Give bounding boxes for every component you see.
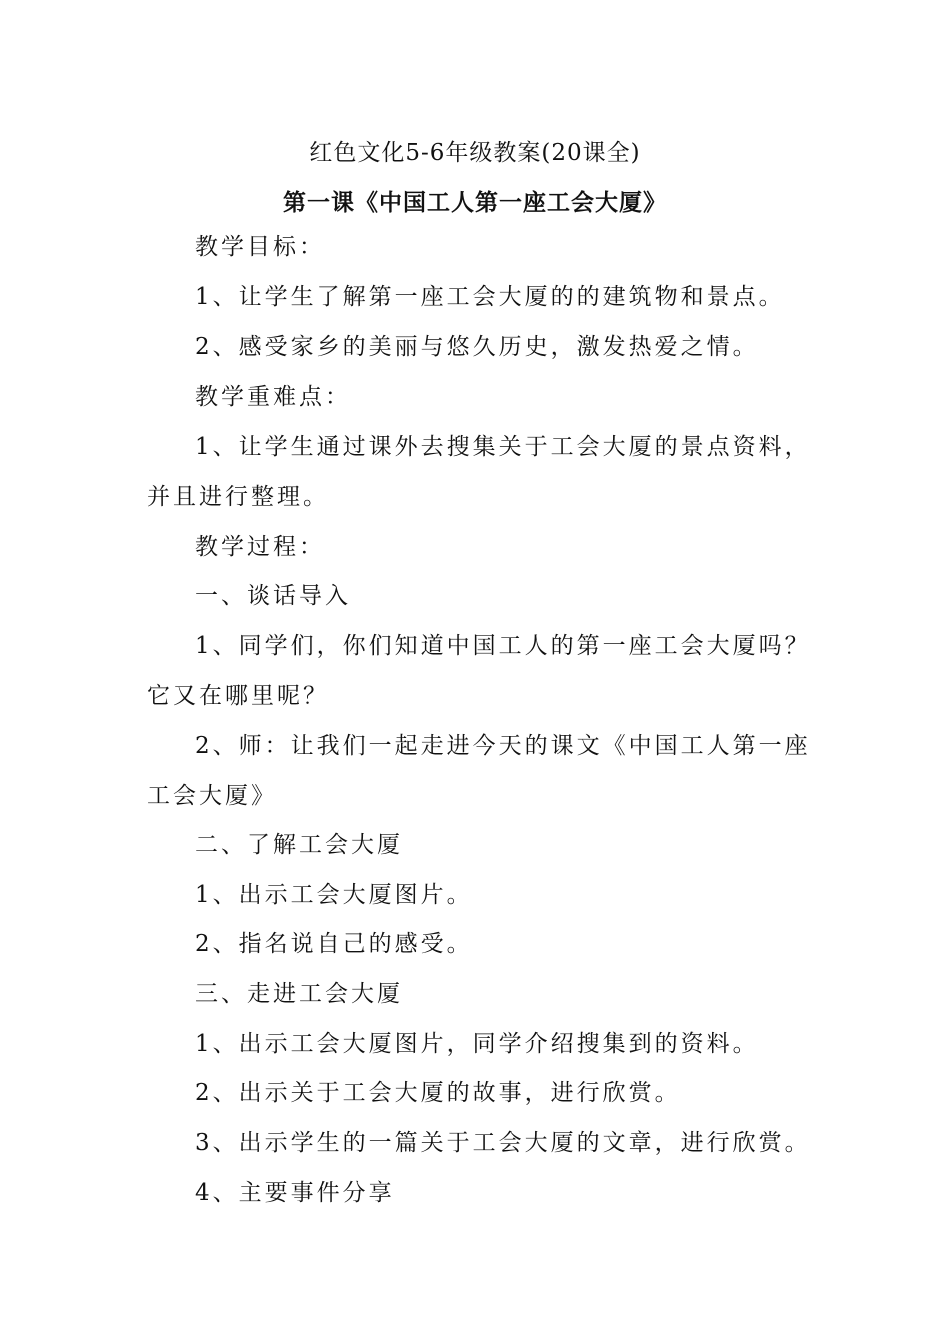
paragraph-continuation: 并且进行整理。 xyxy=(147,484,329,510)
paragraph: 1、让学生了解第一座工会大厦的的建筑物和景点。 xyxy=(195,284,785,310)
paragraph: 3、出示学生的一篇关于工会大厦的文章，进行欣赏。 xyxy=(195,1130,811,1156)
paragraph-continuation: 它又在哪里呢？ xyxy=(147,683,329,709)
paragraph: 1、出示工会大厦图片，同学介绍搜集到的资料。 xyxy=(195,1031,759,1057)
paragraph: 2、出示关于工会大厦的故事，进行欣赏。 xyxy=(195,1080,681,1106)
paragraph: 2、感受家乡的美丽与悠久历史，激发热爱之情。 xyxy=(195,334,759,360)
subsection-heading: 一、谈话导入 xyxy=(195,583,351,609)
paragraph: 2、指名说自己的感受。 xyxy=(195,931,473,957)
subsection-heading: 二、了解工会大厦 xyxy=(195,832,403,858)
lesson-title: 第一课《中国工人第一座工会大厦》 xyxy=(283,189,667,216)
paragraph: 1、让学生通过课外去搜集关于工会大厦的景点资料， xyxy=(195,434,811,460)
paragraph-continuation: 工会大厦》 xyxy=(147,783,277,809)
document-title: 红色文化5-6年级教案(20课全) xyxy=(309,140,641,166)
paragraph: 4、主要事件分享 xyxy=(195,1180,395,1206)
section-heading-objectives: 教学目标： xyxy=(195,234,325,260)
subsection-heading: 三、走进工会大厦 xyxy=(195,981,403,1007)
section-heading-process: 教学过程： xyxy=(195,534,325,560)
paragraph: 1、同学们，你们知道中国工人的第一座工会大厦吗？ xyxy=(195,633,811,659)
paragraph: 1、出示工会大厦图片。 xyxy=(195,882,473,908)
section-heading-key-points: 教学重难点： xyxy=(195,384,351,410)
paragraph: 2、师：让我们一起走进今天的课文《中国工人第一座 xyxy=(195,733,811,759)
